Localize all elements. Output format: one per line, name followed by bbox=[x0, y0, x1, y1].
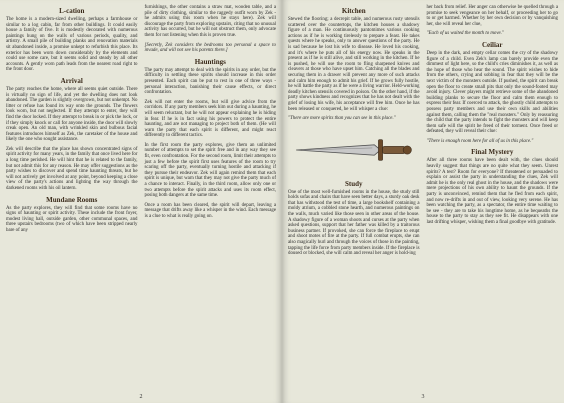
paragraph: One of the most well-furnished rooms in the house, the study still holds sofas and chairs that have seen better days, a sturdy oak desk that has withstood the test of time, a large bookshelf containing a moldy atrium, a cobbled stone hearth, and numerous paintings on the walls, much varied like those seen in other areas of the house. A shadowy figure of a woman shoots and curses at the party when asked questions, support that her father was killed by a traitorous business partner. If provoked, she can force the fireplace to erupt and shoot motes of fire at the party. If full combat erupts, she can also magically hurl and through the voices of those in the painting, tapping the life force from party members inside. If the fireplace is doused or blocked, she will calm and reveal her anger is hold-ing bbox=[288, 189, 420, 257]
left-page-column-2 bbox=[145, 5, 277, 389]
left-page-column-1 bbox=[6, 5, 138, 389]
paragraph: In the first room the party explores, give them an unlimited number of attempts to set the spirit free and in any way they see fit, even confrontation. For the second room, limit their attempts to just a few before the spirit first uses features of the room to try scaring off the party, eventually turning hostile and attacking if they pursue their endeavor. Zek will again remind them that each spirit is unique, but warn that they may not give the party much of a chance to interact. Finally, in the third room, allow only one or two attempts before the spirit attacks and uses its room effect, posing both dangers at the same time. bbox=[144, 142, 276, 199]
right-page bbox=[282, 0, 564, 403]
paragraph: her back from relief. Her anger can otherwise be quelled through a promise to seek vengeance on her behalf, or proceeding her to go to or get harmed. Whether by her own decision or by vanquishing her, she will reveal her clue, bbox=[426, 5, 558, 27]
paragraph: Stewed the flooring; a decrepit table, and numerous rusty utensils scattered over the countertops, the kitchen houses a shadowy figure of a man. He continuously pantomimes various cooking actions as if he is working tirelessly to prepare a feast. He takes quests where he speaks, only to answer questions of the party. He is sad because he lost his wife to disease. He loved his cooking, and it's where he puts all of his energy now. He speaks in the present as if he is still alive, and still working in the kitchen. If he is pushed, he will use the room to fling sharpened knives and cleavers at those who have upset him. Catching all the blades and securing them in a drawer will prevent any more of such attacks and calm him enough to admit his grief. If he grows fully hostile, he will battle the party as if he were a living warrior. Held-working deadly kitchen utensils covered in poison. On the other hand, if the party shows kindness and recognizes that he has not dealt with the grief of losing his wife, his acceptance will free him. Once he has been released or conquered, he will whisper a clue: bbox=[288, 17, 420, 112]
spirit-whisper: "There is enough room here for all of us in this place." bbox=[426, 138, 534, 144]
spirit-whisper: "Each of us waited the month to move." bbox=[426, 31, 504, 37]
right-page-column-1 bbox=[288, 5, 420, 389]
page-number: 3 bbox=[421, 394, 425, 400]
spirit-whisper: "There are more spirits than you can see in this place." bbox=[288, 116, 396, 122]
paragraph: Zek will describe that the place has shown concentrated signs of spirit activity for many years, in the family that once lived here for a long time perished. He will hint that he is related to the family, but not admit this for any reason. He may offer suggestions as the party wishes to discover and spend time haunting threats, but he will not actively get involved at any point, beyond keeping a close view of the party's actions and lighting the way through the darkened rooms with his oil lantern. bbox=[6, 146, 138, 192]
paragraph: After all three rooms have been dealt with, the clues should heavily suggest that things are no quite what they seem. Unrest spirits? A test? Room for everyone? If threatened or persuaded to explain or assist the party in understanding the clues, Zek will admit he is the only real ghost in the house, and the shadows were mere projections of his own ability to haunt the grounds. If the party is unconvinced, remind them that he fled from each spirit, and now re-drifts in and out of view, looking very serene. He has been watching the party, as a spectator, the entire time waiting to be see - they are to take his longtime home, as he bequeaths the house to the party to stay as they see fit. He disappears with one last drifting whisper, wishing them a final goodbye with gratitude. bbox=[426, 158, 558, 225]
paragraph: Zek will not enter the rooms, but will give advice from the corridors. If any party members seek him out during a haunting, he will seem reluctant, but he will not appear explaining he is hiding in fear. If he is in fact using his powers to protect the entire haunting, and are not managing to project both of them. (He will warn the party that each spirit is different, and might react differently to different tactics. bbox=[144, 99, 276, 139]
heading-mundane-rooms: Mundane Rooms bbox=[46, 195, 98, 204]
secret-note: [Secretly, Zek considers the bedrooms too personal a space to invade, and will not see his parents there.] bbox=[144, 42, 276, 54]
paragraph: As the party explores, they will find that some rooms have no signs of haunting or spirit activity. These include the front foyer, modest living hall, outside garden, other communal spaces, and three upstairs bedrooms (two of which have been stripped nearly bare of any bbox=[6, 205, 138, 233]
heading-kitchen: Kitchen bbox=[341, 7, 366, 15]
paragraph: The party reaches the home, where all seems quiet outside. There is virtually no sign of life, and yet the dwelling does not look abandoned. The garden is slightly overgrown, but not unkempt. No litter or refuse has found its way onto the grounds. The flowers look worn, but not neglected. If they attempt to enter, they will find the door locked. If they attempt to break in or pick the lock, or if they simply knock or call for anyone inside, the door will slowly creak open. An old man, with wrinkled skin and bulbous facial features introduces himself as Zek, the caretaker of the house and likely the one who sought assistance. bbox=[6, 86, 138, 143]
heading-arrival: Arrival bbox=[60, 76, 83, 85]
paragraph: Deep in the dark, and empty cellar comes the cry of the shadowy figure of a child. Even Zek's lamp can barely provide even the dimmest of light here, so the child's cries diminishes it, as well as the hope of those who hear the sound. The spirit wishes to hide from the others, crying and sobbing in fear that they will be the next victim of the monsters outside. If pushed, the spirit can break open the floor to create small pits that only the sound-footed may avoid injury. Clever players might retrieve some of the abandoned building planks to secure the floor and calm them enough to express their fear. If coerced to attack, the ghostly child attempts to possess party members and use their own skills and abilities against them, calling them the "real monsters." Only by reassuring the child that the party intends to fight the monsters and will keep them safe will the spirit be freed of their torment. Once freed or defeated, they will reveal their clue: bbox=[426, 50, 558, 135]
paragraph: Once a room has been cleared, the spirit will depart, leaving a message that drifts away like a whisper in the wind. Each message is a clue to what is really going on. bbox=[144, 202, 276, 219]
paragraph: The home is a modern-sized dwelling, perhaps a farmhouse or similar to a log cabin, far from other buildings. It could easily house a family of five. It is modestly decorated with numerous paintings hung on the walls of various periods, quality, and artistry. A small pile of building planks and renovation materials sit abandoned inside, a promise unkept to refurbish this place. Its exterior has been worn down considerably by the elements and could use some care, but it seems solid and steady by all other accounts. A gently worn path leads from the nearest road right to the front door. bbox=[6, 17, 138, 73]
right-page-column-2 bbox=[427, 5, 559, 389]
paragraph: The party may attempt to deal with the spirits in any order, but the difficulty in settling these spirits should increase in this order presented. Each spirit can be put to rest in one of three ways - personal interaction, banishing their cause effects, or direct confrontation. bbox=[144, 67, 276, 96]
page-number: 2 bbox=[139, 394, 143, 400]
dagger-icon bbox=[292, 128, 416, 172]
heading-cellar: Ceiliar bbox=[481, 40, 503, 49]
paragraph: furnishings, the other contains a straw mat, wooden table, and a pile of dirty clothing, similar to the raggedy outfit worn by Zek - he admits using this room when he stays here). Zek will discourage the party from exploring upstairs, citing that no unusual activity has occurred, but he will not obstruct them, only advocate them for not listening when this is proven true. bbox=[144, 5, 276, 38]
heading-hauntings: Hauntings bbox=[194, 57, 226, 66]
dagger-illustration bbox=[292, 128, 416, 172]
heading-final-mystery: Final Mystery bbox=[471, 148, 514, 157]
heading-study: Study bbox=[344, 179, 363, 188]
heading-location: L-cation bbox=[59, 7, 85, 15]
